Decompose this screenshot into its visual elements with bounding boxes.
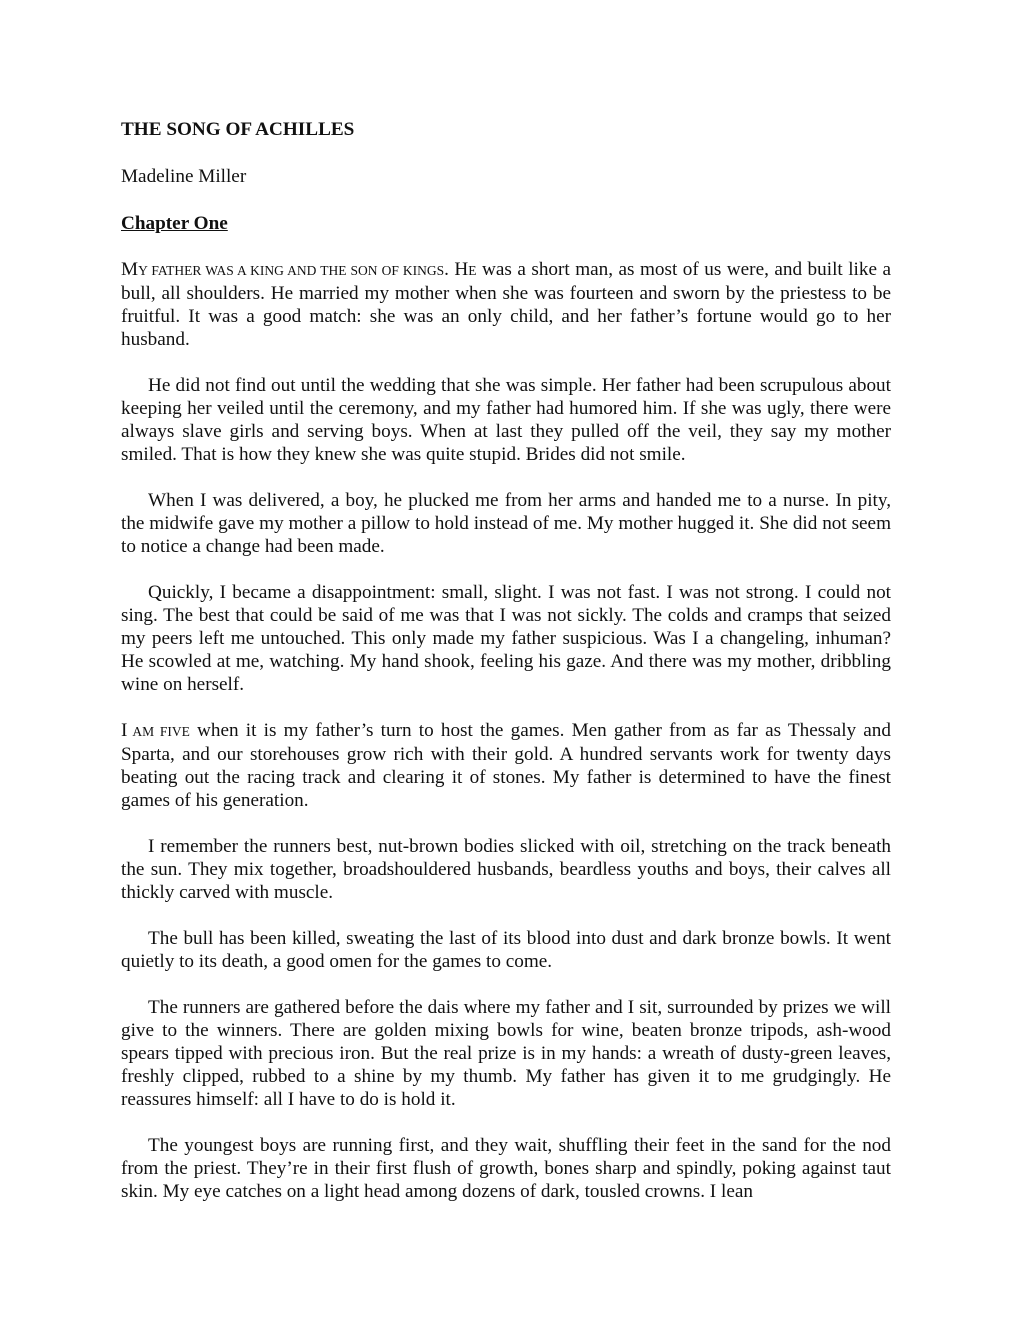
paragraph-1: [121, 258, 891, 351]
paragraph-text: was a short man, as most of us were, and built like a bull, all shoulders. He married my mother when she was fourteen and sworn by the priestess to be fruitful. It was a good match: she was an only child, and her father’s fortune would go to her husband.: [121, 259, 891, 350]
chapter-heading: Chapter One: [121, 213, 228, 234]
paragraph-6: I remember the runners best, nut-brown bodies slicked with oil, stretching on the track beneath the sun. They mix together, broadshouldered husbands, beardless youths and boys, their calves all thickly carved with muscle.: [121, 836, 891, 903]
lead-punctuation: . H: [444, 259, 469, 280]
book-title: THE SONG OF ACHILLES: [121, 119, 355, 140]
small-caps-lead: Y FATHER WAS A KING AND THE SON OF KINGS: [138, 263, 445, 278]
paragraph-8: The runners are gathered before the dais where my father and I sit, surrounded by prizes we will give to the winners. There are golden mixing bowls for wine, beaten bronze tripods, ash-wood spears tipped with precious iron. But the real prize is in my hands: a wreath of dusty-green leaves, freshly clipped, rubbed to a shine by my thumb. My father has given it to me grudgingly. He reassures himself: all I have to do is hold it.: [121, 997, 891, 1110]
author-name: Madeline Miller: [121, 166, 247, 187]
paragraph-5: [121, 719, 891, 812]
paragraph-7: The bull has been killed, sweating the last of its blood into dust and dark bronze bowls. It went quietly to its death, a good omen for the games to come.: [121, 928, 891, 972]
paragraph-9: The youngest boys are running first, and they wait, shuffling their feet in the sand for the nod from the priest. They’re in their first flush of growth, bones sharp and spindly, poking against taut skin. My eye catches on a light head among dozens of dark, tousled crowns. I lean: [121, 1135, 891, 1202]
drop-initial: M: [121, 259, 139, 280]
small-caps-lead-2: E: [468, 263, 477, 278]
small-caps-lead: AM FIVE: [127, 724, 190, 739]
paragraph-2: He did not find out until the wedding that she was simple. Her father had been scrupulous about keeping her veiled until the ceremony, and my father had humored him. If she was ugly, there were always slave girls and serving boys. When at last they pulled off the veil, they say my mother smiled. That is how they knew she was quite stupid. Brides did not smile.: [121, 375, 891, 465]
paragraph-3: When I was delivered, a boy, he plucked me from her arms and handed me to a nurse. In pity, the midwife gave my mother a pillow to hold instead of me. My mother hugged it. She did not seem to notice a change had been made.: [121, 490, 891, 557]
paragraph-text: when it is my father’s turn to host the games. Men gather from as far as Thessaly and Sparta, and our storehouses grow rich with their gold. A hundred servants work for twenty days beating out the racing track and clearing it of stones. My father is determined to have the finest games of his generation.: [121, 720, 891, 811]
drop-initial: I: [121, 720, 128, 741]
paragraph-4: Quickly, I became a disappointment: small, slight. I was not fast. I was not strong. I could not sing. The best that could be said of me was that I was not sickly. The colds and cramps that seized my peers left me untouched. This only made my father suspicious. Was I a changeling, inhuman? He scowled at me, watching. My hand shook, feeling his gaze. And there was my mother, dribbling wine on herself.: [121, 582, 891, 695]
document-page: [121, 118, 891, 1203]
